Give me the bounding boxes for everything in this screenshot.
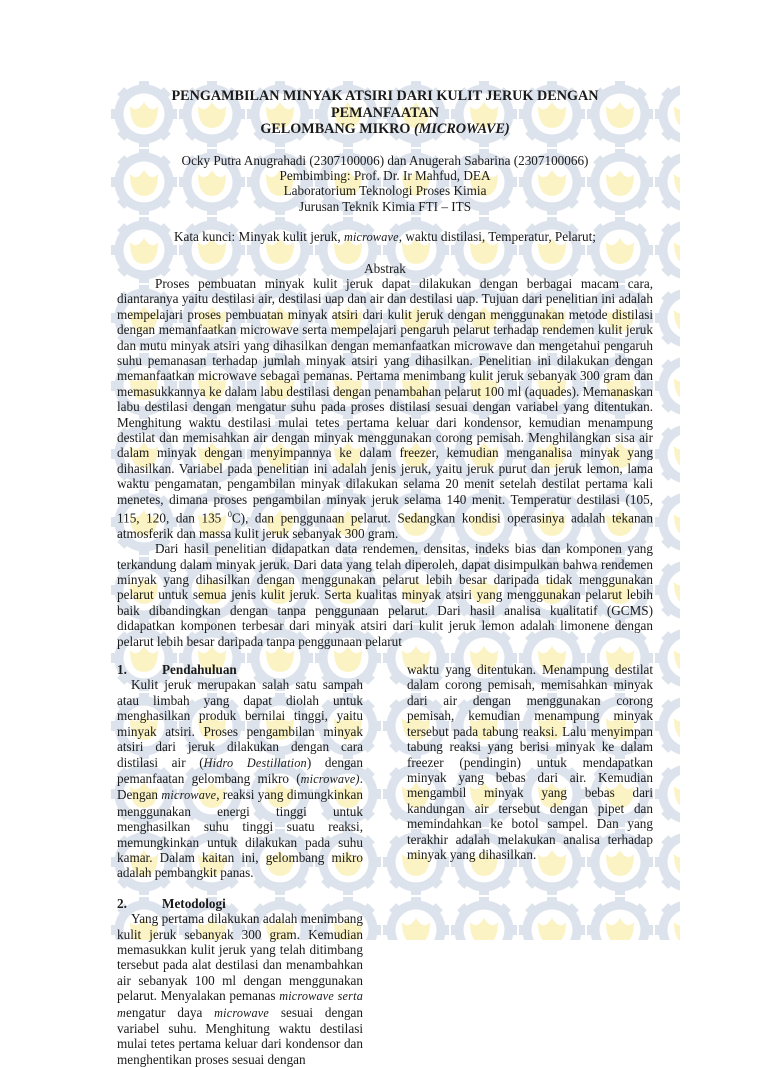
method-paragraph [117,911,363,1067]
abstract-paragraph-2: Dari hasil penelitian didapatkan data rendemen, densitas, indeks bias dan komponen yang terkandung dalam minyak jeruk. Dari data yang telah diperoleh, dapat disimpulkan bahwa rendemen minyak yang dihasilkan dengan menggunakan pelarut lebih besar daripada tidak menggunakan pelarut untuk semua jenis kulit jeruk. Serta kualitas minyak atsiri yang menggunakan pelarut lebih baik dibandingkan dengan tanpa penggunaan pelarut. Dari hasil analisa kualitatif (GCMS) didapatkan komponen terbesar dari minyak atsiri dari kulit jeruk lemon adalah limonene dengan pelarut lebih besar daripada tanpa penggunaan pelarut [117,541,653,649]
abstract-text: C), dan penggunaan pelarut. Sedangkan kondisi operasinya adalah tekanan atmosferik dan massa kulit jeruk sebanyak 300 gram. [117,510,653,541]
title-line-2-italic: (MICROWAVE) [414,121,510,137]
keywords-prefix: Kata kunci: Minyak kulit jeruk, [174,229,344,245]
italic-text: microwave [214,1005,269,1020]
italic-text: Hidro Destillation [203,755,307,770]
intro-paragraph [117,677,363,880]
section-heading-method [117,896,363,911]
text: engatur daya [126,1004,215,1020]
title-line-2-text: GELOMBANG MIKRO [260,121,415,137]
section-number: 2. [117,895,127,911]
title-line-1: PENGAMBILAN MINYAK ATSIRI DARI KULIT JERUK DENGAN PEMANFAATAN [171,88,599,121]
keywords-suffix: , waktu distilasi, Temperatur, Pelarut; [398,229,596,245]
paper-title [117,88,653,138]
italic-text: microwave serta m [117,989,363,1020]
text: sesuai dengan variabel suhu. Menghitung waktu destilasi mulai tetes pertama keluar dari kondensor dan menghentikan proses sesuai dengan [117,1004,363,1067]
section-title: Metodologi [162,895,226,911]
text: ) dengan pemanfaatan gelombang mikro ( [117,754,363,786]
body-columns [117,662,653,1067]
right-column [407,662,653,1067]
abstract-heading: Abstrak [364,260,406,276]
abstract-paragraph-1 [117,276,653,541]
keywords-italic: microwave [343,230,399,245]
text: Yang pertama dilakukan adalah menimbang kulit jeruk sebanyak 300 gram. Kemudian memasukkan kulit jeruk yang telah ditimbang tersebut pada alat destilasi dan menambahkan air sebanyak 100 ml dengan menggunakan pelarut. Menyalakan pemanas [117,911,363,1004]
text: Kulit jeruk merupakan salah satu sampah atau limbah yang dapat diolah untuk menghasilkan produk bernilai tinggi, yaitu minyak atsiri. Proses pengambilan minyak atsiri dari jeruk dilakukan dengan cara distilasi air ( [117,677,363,770]
section-number: 1. [117,662,127,678]
laboratory: Laboratorium Teknologi Proses Kimia [283,183,487,199]
section-title: Pendahuluan [162,662,237,678]
left-column [117,662,363,1067]
method-continued-paragraph: waktu yang ditentukan. Menampung destilat dalam corong pemisah, memisahkan minyak dari air dengan menggunakan corong pemisah, kemudian menampung minyak tersebut pada tabung reaksi. Lalu menyimpan tabung reaksi yang berisi minyak ke dalam freezer (pendingin) untuk mendapatkan minyak yang bebas dari air. Kemudian mengambil minyak yang bebas dari kandungan air tersebut dengan pipet dan memindahkan ke botol sampel. Dan yang terakhir adalah melakukan analisa terhadap minyak yang dihasilkan. [407,662,653,862]
italic-text: microwave) [300,771,360,786]
title-line-2 [117,121,653,138]
paper-page [117,88,653,1067]
authors: Ocky Putra Anugrahadi (2307100006) dan Anugerah Sabarina (2307100066) [181,152,589,168]
department: Jurusan Teknik Kimia FTI – ITS [298,198,472,214]
section-heading-intro [117,662,363,677]
degree-superscript: 0 [227,510,232,520]
keywords [117,229,653,245]
text: . Dengan [117,770,363,803]
text: , reaksi yang dimungkinkan menggunakan energi tinggi untuk menghasilkan suhu tinggi suatu reaksi, memungkinkan untuk dilakukan pada suhu kamar. Dalam kaitan ini, gelombang mikro adalah pembangkit panas. [117,787,364,881]
supervisor: Pembimbing: Prof. Dr. Ir Mahfud, DEA [279,167,491,183]
italic-text: microwave [161,788,217,803]
abstract-text: Proses pembuatan minyak kulit jeruk dapat dilakukan dengan berbagai macam cara, diantaranya yaitu destilasi air, destilasi uap dan air dan destilasi uap. Tujuan dari penelitian ini adalah mempelajari proses pembuatan minyak atsiri dari kulit jeruk dengan menggunakan metode distilasi dengan memanfaatkan microwave serta mempelajari pengaruh pelarut terhadap rendemen kulit jeruk dan mutu minyak atsiri yang dihasilkan dengan memanfaatkan microwave dan mengetahui pengaruh suhu pemanasan terhadap jumlah minyak atsiri yang dihasilkan. Penelitian ini dilakukan dengan memanfaatkan microwave sebagai pemanas. Pertama menimbang kulit jeruk sebanyak 300 gram dan memasukkannya ke dalam labu destilasi dengan penambahan pelarut 100 ml (aquades). Memanaskan labu destilasi dengan mengatur suhu pada proses distilasi sesuai dengan variabel yang ditentukan. Menghitung waktu destilasi mulai tetes pertama keluar dari kondensor, kemudian menampung destilat dan memisahkan air dengan minyak menggunakan corong pemisah. Menghilangkan sisa air dalam minyak dengan menyimpannya ke dalam freezer, kemudian menganalisa minyak yang dihasilkan. Variabel pada penelitian ini adalah jenis jeruk, yaitu jeruk purut dan jeruk lemon, lama waktu pengamatan, pengambilan minyak dilakukan selama 20 menit setelah destilat pertama kali menetes, dimana proses pengambilan minyak jeruk selama 140 menit. Temperatur destilasi (105, 115, 120, dan 135 [117,275,653,526]
